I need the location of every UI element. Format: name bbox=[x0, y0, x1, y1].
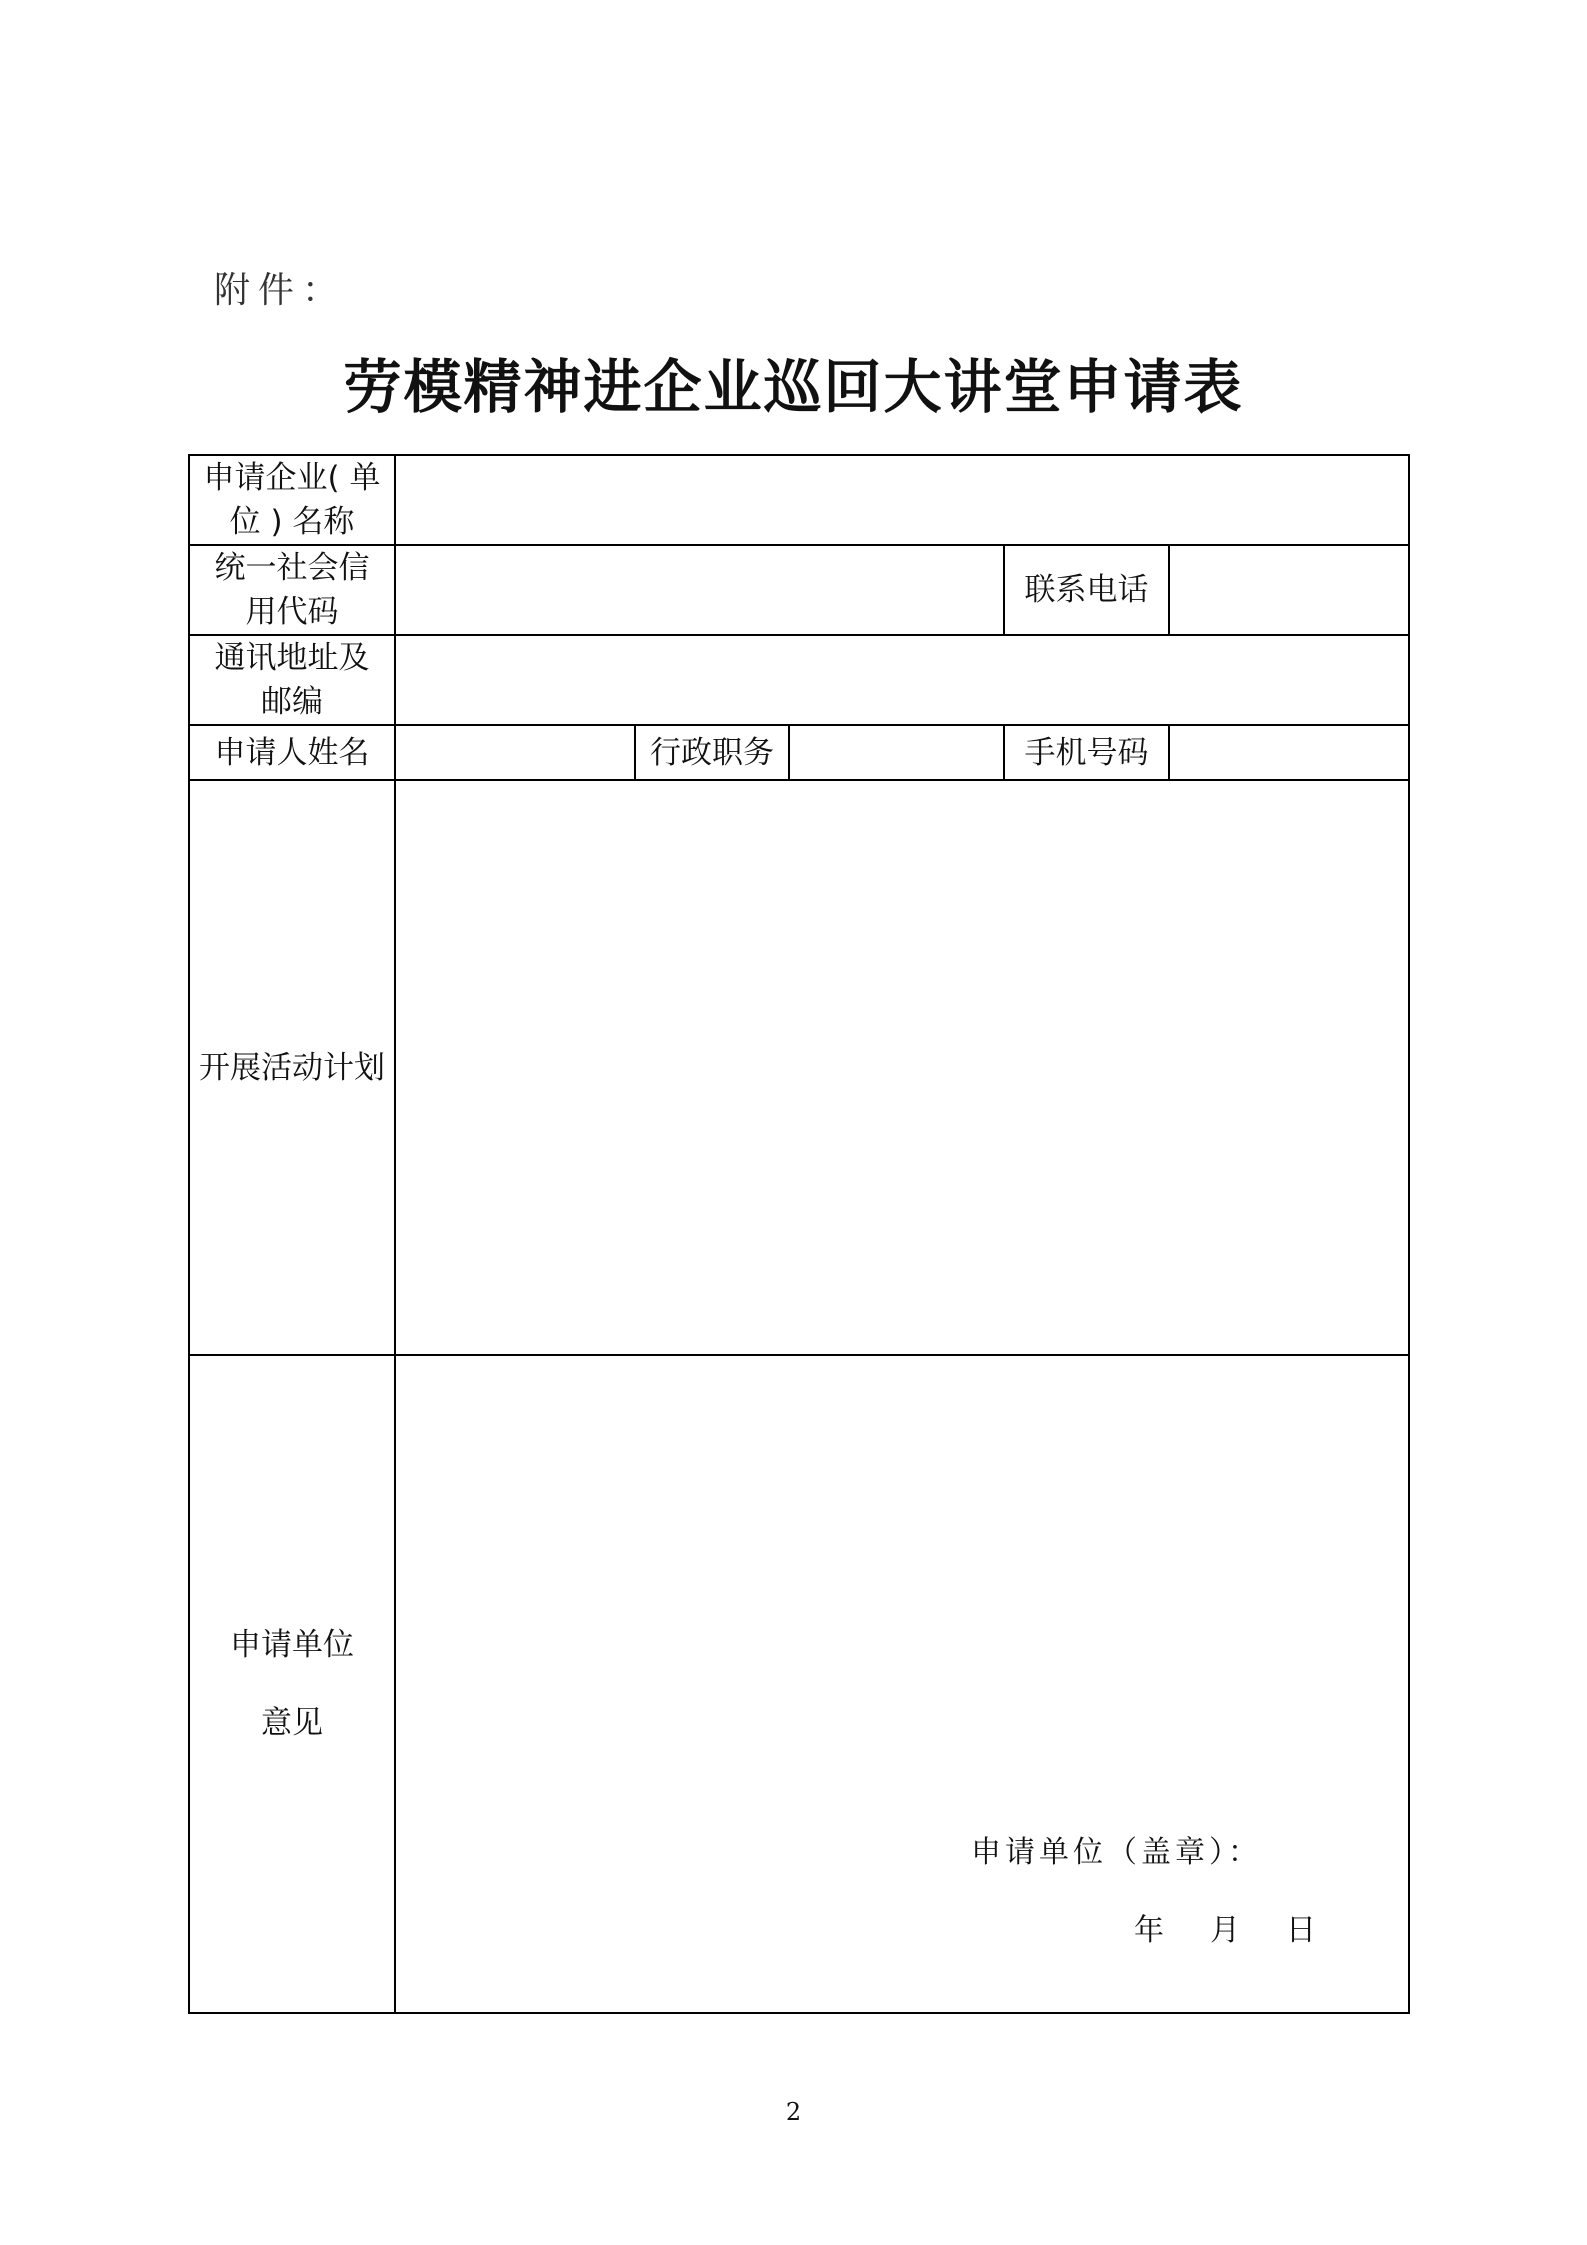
credit-code-label: 统一社会信 用代码 bbox=[189, 545, 395, 635]
company-name-field[interactable] bbox=[395, 455, 1409, 545]
row-activity-plan bbox=[189, 780, 1409, 1355]
mobile-field[interactable] bbox=[1169, 725, 1409, 780]
activity-plan-label: 开展活动计划 bbox=[189, 780, 395, 1355]
date-year: 年 bbox=[1134, 1913, 1164, 1948]
applicant-name-label: 申请人姓名 bbox=[189, 725, 395, 780]
row-opinion bbox=[189, 1355, 1409, 2013]
form-title: 劳模精神进企业巡回大讲堂申请表 bbox=[343, 353, 1244, 421]
row-address bbox=[189, 635, 1409, 725]
company-name-label: 申请企业( 单 位 ) 名称 bbox=[189, 455, 395, 545]
address-field[interactable] bbox=[395, 635, 1409, 725]
row-company-name bbox=[189, 455, 1409, 545]
row-applicant bbox=[189, 725, 1409, 780]
activity-plan-field[interactable] bbox=[395, 780, 1409, 1355]
row-credit-code bbox=[189, 545, 1409, 635]
credit-code-field[interactable] bbox=[395, 545, 1004, 635]
opinion-field[interactable] bbox=[395, 1355, 1409, 2013]
date-day: 日 bbox=[1286, 1913, 1316, 1948]
seal-label: 申请单位（盖章）： bbox=[971, 1835, 1262, 1870]
phone-label: 联系电话 bbox=[1004, 545, 1169, 635]
application-form-table bbox=[188, 454, 1410, 2014]
mobile-label: 手机号码 bbox=[1004, 725, 1169, 780]
address-label: 通讯地址及 邮编 bbox=[189, 635, 395, 725]
applicant-name-field[interactable] bbox=[395, 725, 635, 780]
position-label: 行政职务 bbox=[635, 725, 789, 780]
date-month: 月 bbox=[1210, 1913, 1240, 1948]
position-field[interactable] bbox=[789, 725, 1004, 780]
attachment-label: 附件： bbox=[214, 270, 347, 311]
phone-field[interactable] bbox=[1169, 545, 1409, 635]
page-number: 2 bbox=[785, 2098, 802, 2126]
date-line bbox=[1134, 1909, 1316, 1953]
opinion-label: 申请单位 意见 bbox=[189, 1355, 395, 2013]
